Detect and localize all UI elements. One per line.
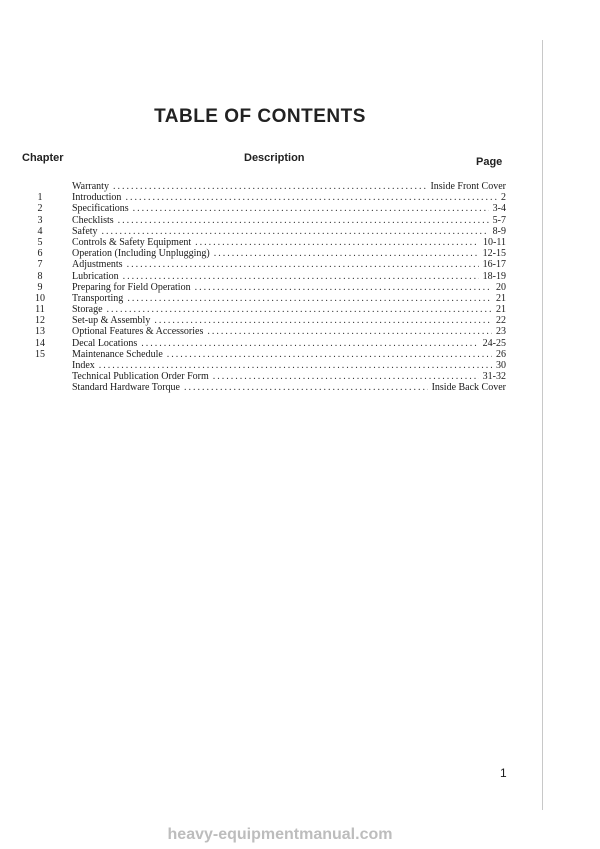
toc-entry [30, 349, 506, 360]
toc-entry-label: Lubrication [72, 270, 119, 282]
toc-entry-label: Adjustments [72, 259, 123, 271]
toc-dot-leader [99, 360, 492, 371]
toc-page-ref: Inside Front Cover [430, 181, 506, 192]
toc-page-ref: 26 [496, 348, 506, 360]
chapter-column-header: Chapter [22, 152, 64, 164]
toc-dot-leader [141, 338, 478, 349]
toc-entry-label: Storage [72, 304, 103, 316]
toc-entry [30, 282, 506, 293]
toc-dot-leader [127, 293, 492, 304]
toc-entry [30, 338, 506, 349]
toc-list [30, 181, 506, 394]
toc-entry-label: Introduction [72, 192, 122, 204]
toc-page-ref: 30 [496, 360, 506, 371]
toc-page-ref: 24-25 [482, 337, 506, 349]
toc-entry-label: Safety [72, 225, 98, 237]
toc-entry [30, 293, 506, 304]
toc-dot-leader [127, 259, 479, 270]
toc-dot-leader [214, 248, 479, 259]
toc-dot-leader [118, 215, 489, 226]
toc-entry [30, 237, 506, 248]
toc-entry-label: Maintenance Schedule [72, 348, 163, 360]
toc-chapter-number: 7 [37, 259, 43, 271]
toc-entry [30, 248, 506, 259]
toc-dot-leader [107, 304, 492, 315]
toc-dot-leader [207, 326, 492, 337]
toc-entry [30, 271, 506, 282]
toc-dot-leader [213, 371, 479, 382]
toc-entry-label: Standard Hardware Torque [72, 382, 180, 394]
toc-chapter-number: 6 [37, 248, 43, 260]
toc-entry [30, 382, 506, 393]
toc-dot-leader [154, 315, 492, 326]
toc-page-ref: 16-17 [482, 259, 506, 271]
toc-chapter-number: 12 [35, 315, 45, 327]
toc-entry [30, 326, 506, 337]
toc-entry [30, 203, 506, 214]
toc-chapter-number: 10 [35, 292, 45, 304]
toc-entry-label: Checklists [72, 214, 114, 226]
toc-entry [30, 259, 506, 270]
toc-chapter-number: 1 [37, 192, 43, 204]
toc-page-ref: 21 [496, 304, 506, 316]
toc-entry [30, 181, 506, 192]
toc-dot-leader [184, 382, 428, 393]
toc-chapter-number: 11 [35, 304, 45, 316]
toc-chapter-number: 2 [37, 203, 43, 215]
toc-page-ref: 21 [496, 292, 506, 304]
page-number: 1 [500, 766, 507, 780]
toc-entry-label: Index [72, 360, 95, 371]
toc-entry [30, 315, 506, 326]
toc-chapter-number: 9 [37, 281, 43, 293]
toc-chapter-number: 8 [37, 270, 43, 282]
description-column-header: Description [244, 152, 305, 164]
toc-page-ref: Inside Back Cover [431, 382, 506, 394]
toc-entry-label: Decal Locations [72, 337, 138, 349]
toc-page-ref: 10-11 [483, 236, 506, 248]
watermark: heavy-equipmentmanual.com [167, 826, 393, 843]
toc-entry [30, 360, 506, 371]
toc-dot-leader [195, 282, 492, 293]
toc-dot-leader [113, 181, 427, 192]
toc-entry-label: Optional Features & Accessories [72, 326, 204, 338]
toc-entry [30, 304, 506, 315]
toc-dot-leader [125, 192, 497, 203]
toc-chapter-number: 3 [37, 214, 43, 226]
toc-chapter-number: 14 [35, 337, 45, 349]
page-column-header: Page [476, 156, 503, 168]
toc-entry-label: Set-up & Assembly [72, 315, 151, 327]
toc-entry [30, 226, 506, 237]
toc-entry-label: Technical Publication Order Form [72, 371, 209, 383]
toc-entry-label: Warranty [72, 181, 109, 192]
toc-entry-label: Preparing for Field Operation [72, 281, 191, 293]
toc-dot-leader [133, 203, 489, 214]
toc-page-ref: 2 [501, 192, 506, 204]
toc-page-ref: 12-15 [482, 248, 506, 260]
toc-dot-leader [167, 349, 492, 360]
toc-page-ref: 31-32 [482, 371, 506, 383]
toc-entry-label: Specifications [72, 203, 129, 215]
toc-chapter-number: 13 [35, 326, 45, 338]
toc-dot-leader [195, 237, 479, 248]
toc-entry [30, 192, 506, 203]
toc-page-ref: 3-4 [492, 203, 506, 215]
toc-chapter-number: 4 [37, 225, 43, 237]
toc-entry [30, 215, 506, 226]
toc-chapter-number: 15 [35, 348, 45, 360]
toc-page-ref: 18-19 [482, 270, 506, 282]
toc-chapter-number: 5 [37, 236, 43, 248]
toc-dot-leader [102, 226, 489, 237]
toc-page-ref: 23 [496, 326, 506, 338]
toc-entry-label: Operation (Including Unplugging) [72, 248, 210, 260]
page-edge-line [542, 40, 543, 810]
toc-dot-leader [123, 271, 479, 282]
page-title: TABLE OF CONTENTS [154, 106, 366, 127]
toc-entry-label: Transporting [72, 292, 124, 304]
toc-entry-label: Controls & Safety Equipment [72, 236, 192, 248]
toc-page-ref: 5-7 [492, 214, 506, 226]
toc-page-ref: 20 [496, 281, 506, 293]
toc-entry [30, 371, 506, 382]
toc-page-ref: 22 [496, 315, 506, 327]
toc-page-ref: 8-9 [492, 225, 506, 237]
